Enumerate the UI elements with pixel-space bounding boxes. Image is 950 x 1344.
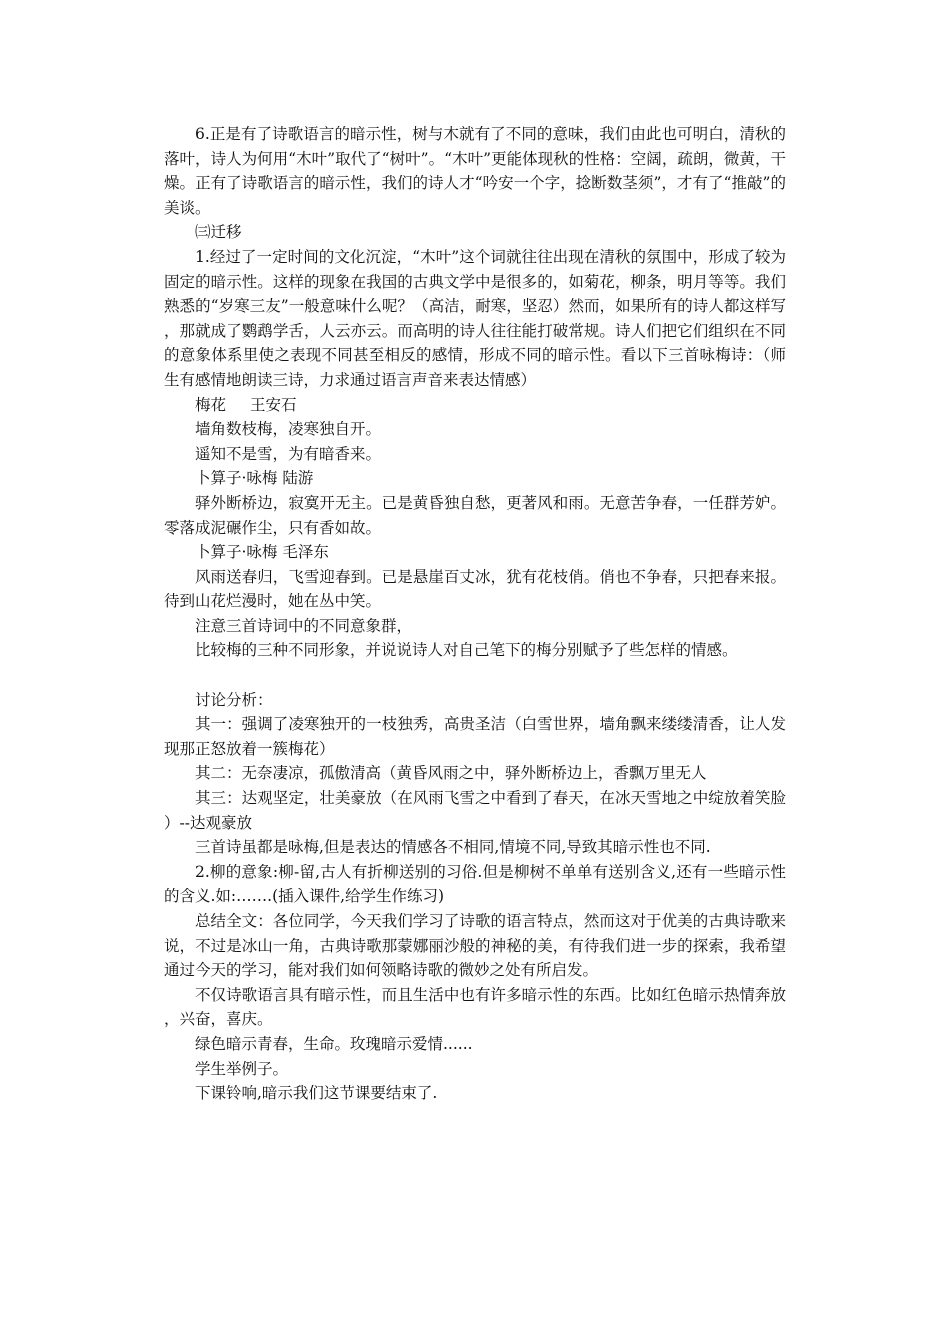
poem1-line: 遥知不是雪，为有暗香来。 <box>195 444 382 463</box>
paragraph: 6.正是有了诗歌语言的暗示性，树与木就有了不同的意味，我们由此也可明白，清秋的落叶，诗人为何用“木叶”取代了“树叶”。“木叶”更能体现秋的性格：空阔，疏朗，微黄，干燥。正有了诗歌语言的暗示性，我们的诗人才“吟安一个字，捻断数茎须”，才有了“推敲”的美谈。 <box>164 125 786 217</box>
poem1-author: 王安石 <box>250 395 297 414</box>
discussion-item: 三首诗虽都是咏梅,但是表达的情感各不相同,情境不同,导致其暗示性也不同. <box>195 838 711 857</box>
poem1-title: 梅花 <box>195 395 227 414</box>
section-heading-transfer: ㈢迁移 <box>195 223 242 242</box>
poem3-body: 风雨送春归，飞雪迎春到。已是悬崖百丈冰，犹有花枝俏。俏也不争春，只把春来报。待到山花烂漫时，她在丛中笑。 <box>164 567 786 611</box>
note-line: 注意三首诗词中的不同意象群， <box>195 616 413 635</box>
discussion-item: 其一：强调了凌寒独开的一枝独秀，高贵圣洁（白雪世界，墙角飘来缕缕清香，让人发现那正怒放着一簇梅花） <box>164 715 786 758</box>
document-page <box>164 122 786 1106</box>
poem2-heading: 卜算子·咏梅 陆游 <box>195 469 314 488</box>
poem1-heading <box>164 393 786 418</box>
discussion-title: 讨论分析： <box>195 690 273 709</box>
poem3-heading: 卜算子·咏梅 毛泽东 <box>195 543 329 562</box>
discussion-item: 2.柳的意象:柳-留,古人有折柳送别的习俗.但是柳树不单单有送别含义,还有一些暗示性的含义.如:…….(插入课件,给学生作练习) <box>164 862 786 906</box>
discussion-item: 总结全文：各位同学，今天我们学习了诗歌的语言特点，然而这对于优美的古典诗歌来说，不过是冰山一角，古典诗歌那蒙娜丽沙般的神秘的美，有待我们进一步的探索，我希望通过今天的学习，能对我们如何领略诗歌的微妙之处有所启发。 <box>164 912 786 980</box>
poem2-body: 驿外断桥边，寂寞开无主。已是黄昏独自愁，更著风和雨。无意苦争春，一任群芳妒。零落成泥碾作尘，只有香如故。 <box>164 493 786 537</box>
discussion-item: 下课铃响,暗示我们这节课要结束了. <box>195 1084 438 1103</box>
poem1-line: 墙角数枝梅，凌寒独自开。 <box>195 420 382 439</box>
discussion-item: 其三：达观坚定，壮美豪放（在风雨飞雪之中看到了春天，在冰天雪地之中绽放着笑脸）--达观豪放 <box>164 789 786 832</box>
note-line: 比较梅的三种不同形象，并说说诗人对自己笔下的梅分别赋予了些怎样的情感。 <box>195 641 738 660</box>
discussion-item: 学生举例子。 <box>195 1059 289 1078</box>
blank-line <box>164 663 786 688</box>
paragraph: 1.经过了一定时间的文化沉淀，“木叶”这个词就往往出现在清秋的氛围中，形成了较为固定的暗示性。这样的现象在我国的古典文学中是很多的，如菊花，柳条，明月等等。我们熟悉的“岁寒三友”一般意味什么呢？（高洁，耐寒，坚忍）然而，如果所有的诗人都这样写，那就成了鹦鹉学舌，人云亦云。而高明的诗人往往能打破常规。诗人们把它们组织在不同的意象体系里使之表现不同甚至相反的感情，形成不同的暗示性。看以下三首咏梅诗：（师生有感情地朗读三诗，力求通过语言声音来表达情感） <box>164 247 786 389</box>
discussion-item: 不仅诗歌语言具有暗示性，而且生活中也有许多暗示性的东西。比如红色暗示热情奔放，兴奋，喜庆。 <box>164 985 786 1029</box>
discussion-item: 其二：无奈凄凉，孤傲清高（黄昏风雨之中，驿外断桥边上，香飘万里无人 <box>195 764 707 783</box>
discussion-item: 绿色暗示青春，生命。玫瑰暗示爱情...... <box>195 1034 473 1053</box>
